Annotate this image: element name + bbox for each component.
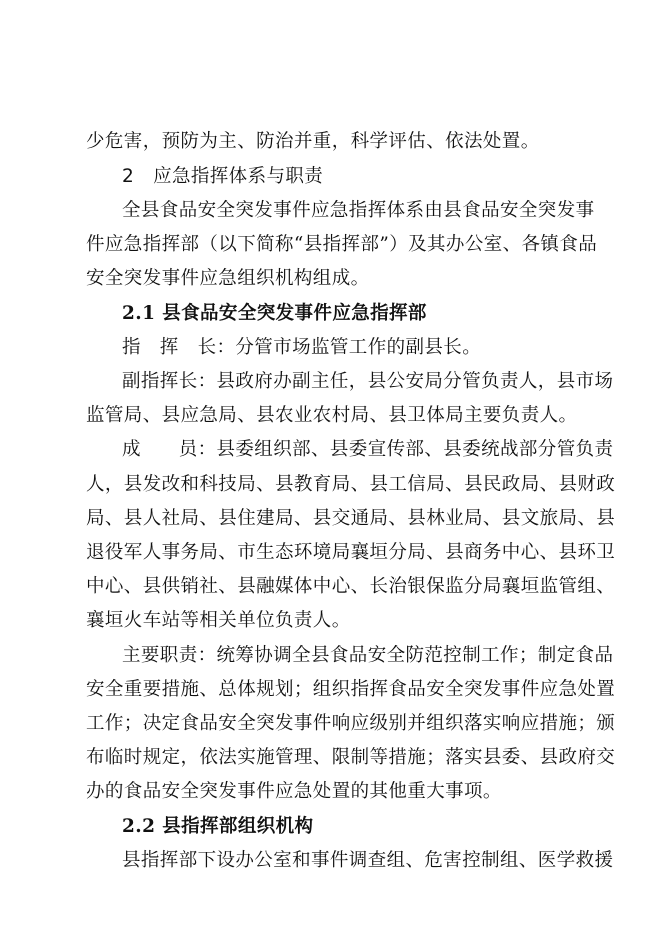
paragraph-line: 主要职责：统筹协调全县食品安全防范控制工作；制定食品 bbox=[122, 645, 614, 666]
paragraph-line: 人，县发改和科技局、县教育局、县工信局、县民政局、县财政 bbox=[86, 474, 616, 495]
paragraph-line: 监管局、县应急局、县农业农村局、县卫体局主要负责人。 bbox=[86, 405, 578, 426]
paragraph-line: 安全重要措施、总体规划；组织指挥食品安全突发事件应急处置 bbox=[86, 679, 616, 700]
paragraph-line: 指 挥 长：分管市场监管工作的副县长。 bbox=[122, 337, 482, 358]
paragraph-line: 少危害，预防为主、防治并重，科学评估、依法处置。 bbox=[86, 131, 540, 152]
subsection-heading: 2.2 县指挥部组织机构 bbox=[122, 816, 314, 837]
paragraph-line: 县指挥部下设办公室和事件调查组、危害控制组、医学救援 bbox=[122, 850, 614, 871]
subsection-heading: 2.1 县食品安全突发事件应急指挥部 bbox=[122, 303, 427, 324]
paragraph-line: 布临时规定，依法实施管理、限制等措施；落实县委、县政府交 bbox=[86, 747, 616, 768]
paragraph-line: 全县食品安全突发事件应急指挥体系由县食品安全突发事 bbox=[122, 200, 595, 221]
paragraph-line: 成 员：县委组织部、县委宣传部、县委统战部分管负责 bbox=[122, 439, 614, 460]
paragraph-line: 中心、县供销社、县融媒体中心、长治银保监分局襄垣监管组、 bbox=[86, 576, 616, 597]
paragraph-line: 副指挥长：县政府办副主任，县公安局分管负责人，县市场 bbox=[122, 371, 614, 392]
paragraph-line: 安全突发事件应急组织机构组成。 bbox=[86, 268, 370, 289]
paragraph-line: 办的食品安全突发事件应急处置的其他重大事项。 bbox=[86, 781, 502, 802]
paragraph-line: 局、县人社局、县住建局、县交通局、县林业局、县文旅局、县 bbox=[86, 508, 616, 529]
paragraph-line: 工作；决定食品安全突发事件响应级别并组织落实响应措施；颁 bbox=[86, 713, 616, 734]
paragraph-line: 退役军人事务局、市生态环境局襄垣分局、县商务中心、县环卫 bbox=[86, 542, 616, 563]
section-heading: 2 应急指挥体系与职责 bbox=[122, 166, 324, 187]
paragraph-line: 件应急指挥部（以下简称“县指挥部”）及其办公室、各镇食品 bbox=[86, 234, 598, 255]
paragraph-line: 襄垣火车站等相关单位负责人。 bbox=[86, 610, 351, 631]
